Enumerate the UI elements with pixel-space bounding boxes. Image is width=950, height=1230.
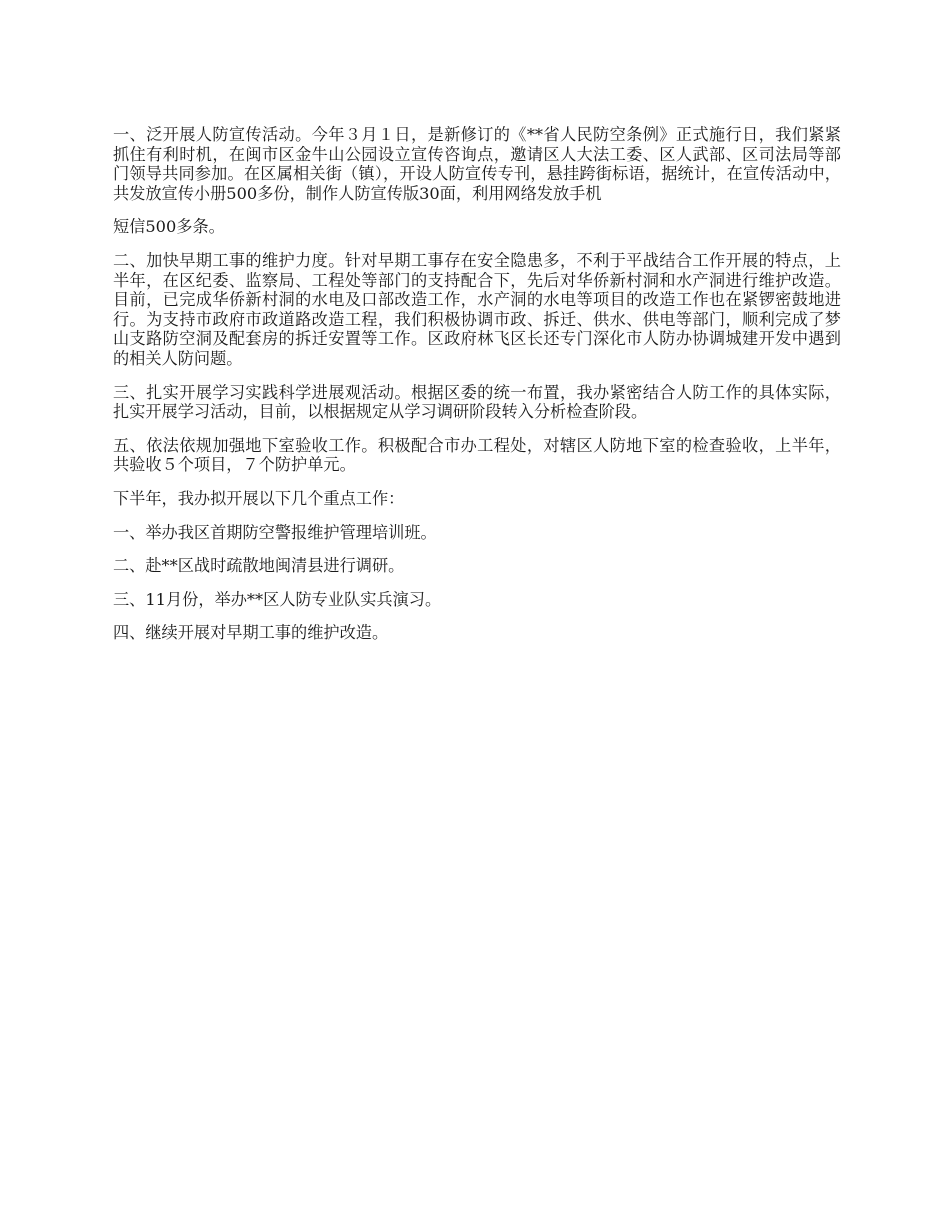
paragraph-second-half-intro: 下半年，我办拟开展以下几个重点工作： <box>113 488 405 508</box>
list-item-drill: 三、11月份，举办**区人防专业队实兵演习。 <box>113 589 442 609</box>
list-item-renovation: 四、继续开展对早期工事的维护改造。 <box>113 623 389 643</box>
paragraph-publicity-continued: 短信500多条。 <box>113 217 225 237</box>
list-item-research: 二、赴**区战时疏散地闽清县进行调研。 <box>113 556 405 576</box>
paragraph-basement-inspection: 五、依法依规加强地下室验收工作。积极配合市办工程处，对辖区人防地下室的检查验收，上半年，共验收５个项目，７个防护单元。 <box>113 435 841 475</box>
document-body <box>113 125 841 657</box>
list-item-training: 一、举办我区首期防空警报维护管理培训班。 <box>113 522 437 542</box>
paragraph-maintenance: 二、加快早期工事的维护力度。针对早期工事存在安全隐患多，不利于平战结合工作开展的特点，上半年，在区纪委、监察局、工程处等部门的支持配合下，先后对华侨新村洞和水产洞进行维护改造。目前，已完成华侨新村洞的水电及口部改造工作，水产洞的水电等项目的改造工作也在紧锣密鼓地进行。为支持市政府市政道路改造工程，我们积极协调市政、拆迁、供水、供电等部门，顺利完成了梦山支路防空洞及配套房的拆迁安置等工作。区政府林飞区长还专门深化市人防办协调城建开发中遇到的相关人防问题。 <box>113 250 841 368</box>
paragraph-publicity: 一、泛开展人防宣传活动。今年３月１日，是新修订的《**省人民防空条例》正式施行日，我们紧紧抓住有利时机，在闽市区金牛山公园设立宣传咨询点，邀请区人大法工委、区人武部、区司法局等部门领导共同参加。在区属相关街（镇），开设人防宣传专刊，悬挂跨街标语，据统计，在宣传活动中，共发放宣传小册500多份，制作人防宣传版30面，利用网络发放手机 <box>113 125 841 203</box>
paragraph-study-activity: 三、扎实开展学习实践科学进展观活动。根据区委的统一布置，我办紧密结合人防工作的具体实际，扎实开展学习活动，目前，以根据规定从学习调研阶段转入分析检查阶段。 <box>113 382 841 422</box>
